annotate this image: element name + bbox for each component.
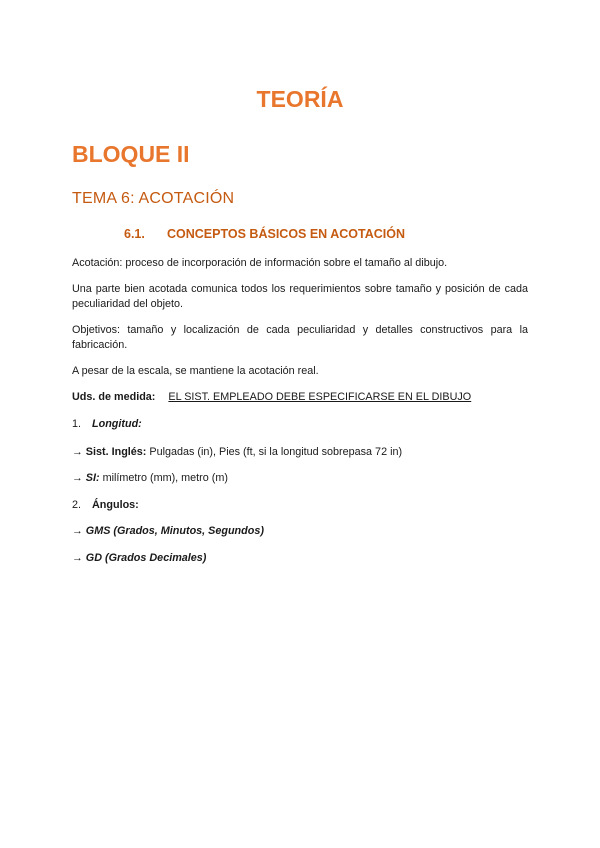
english-system-line xyxy=(72,446,402,458)
list-number: 2. xyxy=(72,499,82,511)
si-system-text: milímetro (mm), metro (m) xyxy=(99,472,228,484)
gms-line xyxy=(72,525,264,537)
units-label: Uds. de medida: xyxy=(72,391,156,403)
list-item-length xyxy=(72,418,142,430)
paragraph-objectives: Objetivos: tamaño y localización de cada peculiaridad y detalles constructivos para la fabricación. xyxy=(72,324,528,351)
list-label: Ángulos: xyxy=(92,499,139,511)
gd-label: GD (Grados Decimales) xyxy=(85,552,207,564)
paragraph-well-dimensioned: Una parte bien acotada comunica todos los requerimientos sobre tamaño y posición de cada peculiaridad del objeto. xyxy=(72,283,528,310)
paragraph-scale: A pesar de la escala, se mantiene la acotación real. xyxy=(72,365,319,377)
arrow-icon: → xyxy=(72,552,83,564)
topic-heading: TEMA 6: ACOTACIÓN xyxy=(72,190,235,207)
english-system-text: Pulgadas (in), Pies (ft, si la longitud sobrepasa 72 in) xyxy=(146,446,403,458)
si-system-label: SI: xyxy=(85,472,100,484)
arrow-icon: → xyxy=(72,525,83,537)
si-system-line xyxy=(72,472,228,484)
units-note: EL SIST. EMPLEADO DEBE ESPECIFICARSE EN EL DIBUJO xyxy=(168,391,472,403)
arrow-icon: → xyxy=(72,472,83,484)
block-heading: BLOQUE II xyxy=(72,141,190,167)
list-label: Longitud: xyxy=(92,418,142,430)
section-number: 6.1. xyxy=(124,227,145,241)
list-item-angles xyxy=(72,499,139,511)
gd-line xyxy=(72,552,206,564)
units-line xyxy=(72,391,471,403)
section-title: CONCEPTOS BÁSICOS EN ACOTACIÓN xyxy=(167,227,405,241)
paragraph-definition: Acotación: proceso de incorporación de información sobre el tamaño al dibujo. xyxy=(72,257,448,269)
gms-label: GMS (Grados, Minutos, Segundos) xyxy=(85,525,264,537)
list-number: 1. xyxy=(72,418,82,430)
english-system-label: Sist. Inglés: xyxy=(85,446,147,458)
page-title: TEORÍA xyxy=(256,86,344,112)
arrow-icon: → xyxy=(72,446,83,458)
section-heading xyxy=(124,227,405,241)
